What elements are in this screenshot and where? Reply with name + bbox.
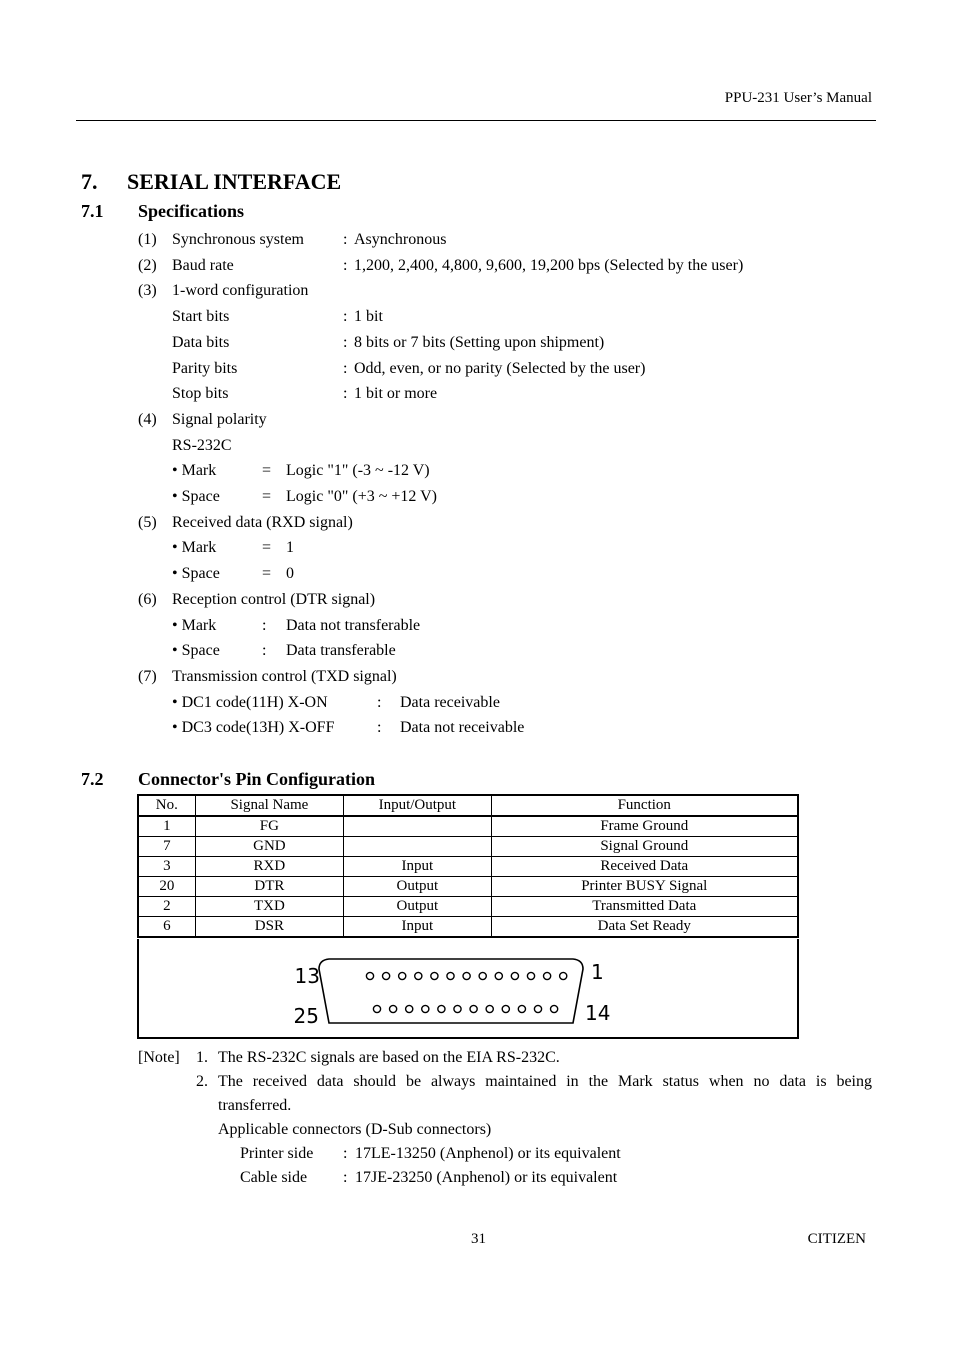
table-cell: Printer BUSY Signal xyxy=(491,877,798,897)
section-heading xyxy=(81,169,341,195)
spec-item-value: 1 bit or more xyxy=(354,385,438,403)
connector-pin xyxy=(373,1005,380,1012)
table-cell: Signal Ground xyxy=(491,837,798,857)
note-1-number: 1. xyxy=(196,1049,208,1066)
table-cell: 2 xyxy=(138,897,195,917)
table-row xyxy=(138,897,798,917)
connector-pin xyxy=(463,972,470,979)
table-cell: TXD xyxy=(195,897,343,917)
pin-table-header xyxy=(138,795,798,816)
note-label: [Note] xyxy=(138,1049,180,1066)
bullet-label: • Space xyxy=(172,642,220,660)
table-cell: 1 xyxy=(138,816,195,837)
table-row xyxy=(138,857,798,877)
table-cell: RXD xyxy=(195,857,343,877)
bullet-value: 1 xyxy=(286,539,294,557)
table-cell: Frame Ground xyxy=(491,816,798,837)
bullet-symbol: : xyxy=(377,719,382,737)
pin-table-body xyxy=(138,816,798,937)
table-cell: Output xyxy=(344,897,491,917)
bullet-symbol: : xyxy=(377,693,382,711)
pin-table-header-cell: Input/Output xyxy=(344,795,491,816)
printer-side-value: 17LE-13250 (Anphenol) or its equivalent xyxy=(355,1145,621,1162)
table-cell: DTR xyxy=(195,877,343,897)
spec-item-colon: : xyxy=(343,308,348,326)
note-1-text: The RS-232C signals are based on the EIA RS-232C. xyxy=(218,1049,560,1066)
spec-item-label: Reception control (DTR signal) xyxy=(172,590,376,608)
table-cell: FG xyxy=(195,816,343,837)
connector-pin xyxy=(470,1005,477,1012)
spec-item-label: RS-232C xyxy=(172,436,232,454)
connector-pin xyxy=(479,972,486,979)
subsection-title: Connector's Pin Configuration xyxy=(138,769,376,789)
bullet-value: Data not receivable xyxy=(400,719,525,737)
spec-item-colon: : xyxy=(343,256,348,274)
running-header: PPU-231 User’s Manual xyxy=(724,90,872,106)
connector-pin xyxy=(447,972,454,979)
bullet-symbol: = xyxy=(262,488,272,505)
note-2-line-2: transferred. xyxy=(218,1097,292,1114)
connector-pin xyxy=(495,972,502,979)
printer-side-label: Printer side xyxy=(240,1145,314,1162)
spec-item-label: Start bits xyxy=(172,308,230,326)
pin-label-14: 14 xyxy=(585,1001,611,1025)
connector-pin xyxy=(438,1005,445,1012)
pin-label-13: 13 xyxy=(294,964,320,988)
connector-pin xyxy=(560,972,567,979)
dsub-connector-icon xyxy=(139,939,797,1037)
pin-label-1: 1 xyxy=(591,960,604,984)
spec-item-value: Asynchronous xyxy=(354,231,447,248)
table-cell: 3 xyxy=(138,857,195,877)
spec-item-number: (7) xyxy=(138,667,157,685)
applicable-connectors: Applicable connectors (D-Sub connectors) xyxy=(218,1121,492,1138)
pin-label-25: 25 xyxy=(293,1004,319,1028)
spec-item-colon: : xyxy=(343,333,348,351)
spec-item-number: (6) xyxy=(138,590,157,608)
subsection-title: Specifications xyxy=(138,201,244,221)
connector-pin xyxy=(366,972,373,979)
connector-pin xyxy=(534,1005,541,1012)
connector-pin xyxy=(422,1005,429,1012)
bullet-label: • Mark xyxy=(172,462,217,480)
spec-item-value: Odd, even, or no parity (Selected by the user) xyxy=(354,359,646,377)
bullet-label: • Mark xyxy=(172,616,217,634)
spec-item-label: Received data (RXD signal) xyxy=(172,513,353,531)
spec-item-label: Synchronous system xyxy=(172,231,304,248)
spec-item-number: (4) xyxy=(138,410,157,428)
connector-pin xyxy=(486,1005,493,1012)
bullet-label: • DC3 code(13H) X-OFF xyxy=(172,719,335,737)
bullet-symbol: = xyxy=(262,539,272,557)
table-cell: Data Set Ready xyxy=(491,917,798,938)
bullet-value: Logic "0" (+3 ~ +12 V) xyxy=(286,488,438,505)
page-number: 31 xyxy=(471,1231,486,1247)
cable-side-colon: : xyxy=(343,1169,348,1186)
spec-item-label: Parity bits xyxy=(172,359,238,377)
cable-side-label: Cable side xyxy=(240,1169,308,1186)
table-row xyxy=(138,837,798,857)
spec-item-number: (2) xyxy=(138,256,157,274)
pin-table-header-cell: No. xyxy=(138,795,195,816)
pin-table xyxy=(137,794,799,938)
table-cell: 6 xyxy=(138,917,195,938)
table-row xyxy=(138,877,798,897)
table-row xyxy=(138,917,798,938)
header-rule xyxy=(76,120,876,121)
table-cell: Received Data xyxy=(491,857,798,877)
connector-pin xyxy=(399,972,406,979)
note-2-number: 2. xyxy=(196,1073,208,1090)
spec-item-colon: : xyxy=(343,385,348,403)
bullet-symbol: : xyxy=(262,616,267,634)
bullet-label: • Mark xyxy=(172,539,217,557)
spec-item-label: Stop bits xyxy=(172,385,229,403)
bullet-value: Logic "1" (-3 ~ -12 V) xyxy=(286,462,430,480)
bullet-value: 0 xyxy=(286,565,294,583)
spec-item-label: Transmission control (TXD signal) xyxy=(172,667,397,685)
spec-item-label: 1-word configuration xyxy=(172,282,309,300)
bullet-symbol: : xyxy=(262,642,267,660)
bullet-value: Data transferable xyxy=(286,642,396,660)
connector-pin xyxy=(406,1005,413,1012)
spec-item-number: (5) xyxy=(138,513,157,531)
table-cell: Input xyxy=(344,857,491,877)
connector-pin xyxy=(511,972,518,979)
pin-table-header-cell: Signal Name xyxy=(195,795,343,816)
pin-table-header-cell: Function xyxy=(491,795,798,816)
bullet-value: Data not transferable xyxy=(286,616,421,634)
table-cell: DSR xyxy=(195,917,343,938)
spec-item-label: Data bits xyxy=(172,333,230,351)
connector-pin xyxy=(544,972,551,979)
table-cell: GND xyxy=(195,837,343,857)
table-cell: 20 xyxy=(138,877,195,897)
printer-side-colon: : xyxy=(343,1145,348,1162)
table-cell: Input xyxy=(344,917,491,938)
spec-item-label: Baud rate xyxy=(172,256,234,274)
connector-pin xyxy=(502,1005,509,1012)
spec-item-number: (3) xyxy=(138,282,157,300)
spec-item-value: 1 bit xyxy=(354,308,383,326)
bullet-symbol: = xyxy=(262,462,272,480)
connector-diagram xyxy=(137,939,799,1039)
bullet-label: • Space xyxy=(172,565,220,583)
footer-brand: CITIZEN xyxy=(807,1231,866,1247)
table-cell xyxy=(344,816,491,837)
connector-pin xyxy=(383,972,390,979)
connector-pin xyxy=(454,1005,461,1012)
connector-pin xyxy=(415,972,422,979)
bullet-label: • Space xyxy=(172,488,220,505)
table-cell: 7 xyxy=(138,837,195,857)
bullet-value: Data receivable xyxy=(400,693,500,711)
section-number: 7. xyxy=(81,169,98,194)
connector-pin xyxy=(527,972,534,979)
note-2-line-1: The received data should be always maintained in the Mark status when no data is being xyxy=(218,1073,872,1090)
table-row xyxy=(138,816,798,837)
bullet-symbol: = xyxy=(262,565,272,583)
spec-item-colon: : xyxy=(343,231,348,248)
spec-item-colon: : xyxy=(343,359,348,377)
connector-pin-row-top xyxy=(366,972,566,979)
connector-pin-row-bottom xyxy=(373,1005,557,1012)
connector-pin xyxy=(551,1005,558,1012)
subsection-number: 7.1 xyxy=(81,201,104,221)
subsection-number: 7.2 xyxy=(81,769,104,789)
connector-pin xyxy=(518,1005,525,1012)
connector-pin xyxy=(431,972,438,979)
spec-item-number: (1) xyxy=(138,231,157,248)
table-cell: Transmitted Data xyxy=(491,897,798,917)
bullet-label: • DC1 code(11H) X-ON xyxy=(172,693,328,711)
table-cell xyxy=(344,837,491,857)
subsection-heading-pins xyxy=(81,769,375,790)
spec-item-label: Signal polarity xyxy=(172,410,267,428)
spec-item-value: 1,200, 2,400, 4,800, 9,600, 19,200 bps (Selected by the user) xyxy=(354,256,744,274)
subsection-heading-specifications xyxy=(81,201,244,222)
section-title: SERIAL INTERFACE xyxy=(127,169,342,194)
table-cell: Output xyxy=(344,877,491,897)
cable-side-value: 17JE-23250 (Anphenol) or its equivalent xyxy=(355,1169,618,1186)
connector-pin xyxy=(390,1005,397,1012)
spec-item-value: 8 bits or 7 bits (Setting upon shipment) xyxy=(354,333,605,351)
